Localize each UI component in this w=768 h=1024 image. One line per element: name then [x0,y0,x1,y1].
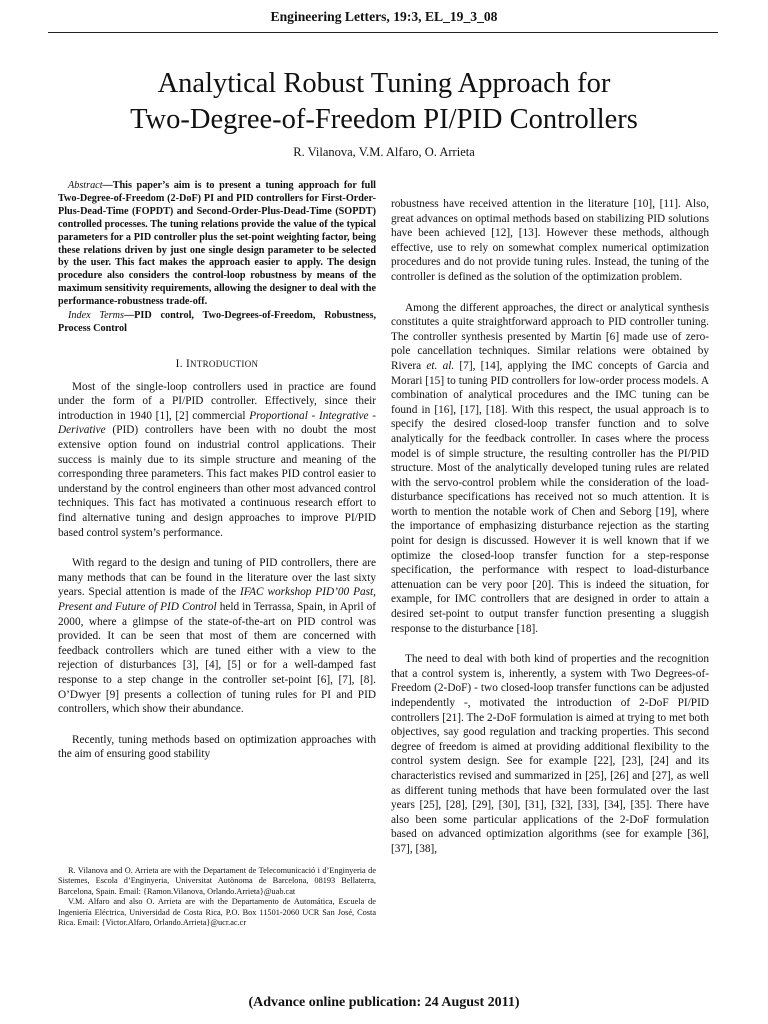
right-paragraph-2 [391,301,709,637]
right-p2-text: Among the different approaches, the direct or analytical synthesis constitutes a quite straightforward approach to PID controller tuning. The controller synthesis presented by Martin [6] made use of zero-pole cancellation techniques. Similar relations were obtained by Rivera [391,301,709,372]
intro-p2-italic: IFAC workshop PID’00 Past, Present and Future of PID Control [58,586,376,613]
right-p2-rest: [7], [14], applying the IMC concepts of Garcia and Morari [15] to tuning PID controllers for low-order process models. A combination of analytical procedures and the IMC tuning can be found in [16], [17], [18]. With this respect, the usual approach is to specify the desired closed-loop transfer function and to solve analytically for the feedback controller. In cases where the process model is of simple structure, the resulting controller has the PI/PID structure. Most of the analytically developed tuning rules are related with the servo-control problem while the consideration of the load-disturbance specifications has received not so much attention. It is worth to mention the notable work of Chen and Seborg [19], where the importance of emphasizing disturbance rejection as the starting point for design is discussed. However it is well known that if we optimize the closed-loop transfer function for a step-response specification, the performance with respect to load-disturbance attenuation can be very poor [20]. This is indeed the situation, for example, for IMC controllers that are designed in order to attain a desired set-point to output transfer function presenting a sluggish response to the disturbance [18]. [391,359,709,635]
right-column [391,197,709,857]
intro-p1-italic: Proportional - Integrative - Derivative [58,409,376,437]
intro-paragraph-1 [58,380,376,541]
section-numeral: I. I [175,358,191,371]
publication-note: (Advance online publication: 24 August 2011) [248,995,520,1010]
footnote-2: V.M. Alfaro and also O. Arrieta are with the Departamento de Automática, Escuela de Ingeniería Eléctrica, Universidad de Costa Rica, P.O. Box 11501-2060 UCR San José, Costa Rica. Email: {Victor.Alfaro, Orlando.Arrieta}@ucr.ac.cr [58,897,376,928]
intro-p1-rest: (PID) controllers have been with no doubt the most extensive option found on industrial control applications. Their success is mainly due to its simple structure and meaning of the corresponding three parameters. This fact makes PID control easier to understand by the control engineers than other most advanced control techniques. This fact has motivated a continuous research effort to find alternative tuning and design approaches to improve PI/PID based control system’s performance. [58,424,376,539]
intro-paragraph-3: Recently, tuning methods based on optimization approaches with the aim of ensuring good stability [58,733,376,761]
footnotes [58,866,376,928]
index-terms [58,309,376,335]
header-rule [48,32,718,33]
left-column [58,180,376,762]
right-p2-italic: et. al. [426,359,455,372]
abstract [58,180,376,309]
intro-p1-text: Most of the single-loop controllers used in practice are found under the form of a PI/PID controller. Effectively, since their introduction in 1940 [1], [2] commercial [58,380,376,422]
journal-header: Engineering Letters, 19:3, EL_19_3_08 [270,9,498,24]
right-paragraph-3: The need to deal with both kind of properties and the recognition that a control system is, inherently, a system with Two Degrees-of-Freedom (2-DoF) - two closed-loop transfer functions can be adjusted independently -, motivated the introduction of 2-DoF PI/PID controllers [21]. The 2-DoF formulation is aimed at trying to met both objectives, say good regulation and tracking properties. This second degree of freedom is aimed at providing additional flexibility to the control system design. See for example [22], [23], [24] and its characteristics revised and summarized in [25], [26] and [27], as well as different tuning methods that have been formulated over the last years [25], [28], [29], [30], [31], [32], [33], [34], [35]. There have also been some particular applications of the 2-DoF formulation based on advanced optimization algorithms (see for example [36], [37], [38], [391,653,709,855]
title-line-2: Two-Degree-of-Freedom PI/PID Controllers [130,104,638,135]
intro-p2-text: With regard to the design and tuning of PID controllers, there are many methods that can be found in the literature over the last sixty years. Special attention is made of the [58,557,376,599]
author-list: R. Vilanova, V.M. Alfaro, O. Arrieta [293,145,475,159]
index-terms-text: —PID control, Two-Degrees-of-Freedom, Robustness, Process Control [58,310,376,335]
abstract-text: —This paper’s aim is to present a tuning approach for full Two-Degree-of-Freedom (2-DoF) PI and PID controllers for First-Order-Plus-Dead-Time (FOPDT) and Second-Order-Plus-Dead-Time (SOPDT) controlled processes. The tuning relations provide the value of the typical parameters for a PID controller plus the set-point weighting factor, being these relations driven by just one single design parameter to be selected by the user. This fact makes the approach easier to apply. The design procedure also considers the control-loop robustness by means of the maximum sensitivity requirements, allowing the designer to deal with the performance-robustness trade-off. [58,180,376,308]
paper-title [40,66,728,138]
index-terms-label: Index Terms [68,310,124,322]
intro-p2-rest: held in Terrassa, Spain, in April of 2000, where a glimpse of the state-of-the-art on PID control was provided. It can be seen that most of them are concerned with feedback controllers which are tuned either with a view to the rejection of disturbances [3], [4], [5] or for a well-damped fast response to a step change in the controller set-point [6], [7], [8]. O’Dwyer [9] presents a collection of tuning rules for PI and PID controllers, which show their abundance. [58,600,376,716]
intro-paragraph-2 [58,556,376,717]
abstract-label: Abstract [68,180,103,191]
right-paragraph-1: robustness have received attention in the literature [10], [11]. Also, great advances on optimal methods based on stabilizing PID solutions have been achieved [12], [13]. However these methods, although effective, use to rely on somewhat complex numerical optimization procedures and do not provide tuning rules. Instead, the tuning of the controller is defined as the solution of the optimization problem. [391,198,709,283]
title-line-1: Analytical Robust Tuning Approach for [157,68,611,99]
section-title-rest: NTRODUCTION [190,359,259,370]
section-heading-introduction [58,357,376,372]
footnote-1: R. Vilanova and O. Arrieta are with the Departament de Telecomunicació i d’Enginyeria de Sistemes, Escola d’Enginyeria, Universitat Autònoma de Barcelona, 08193 Bellaterra, Barcelona, Spain. Email: {Ramon.Vilanova, Orlando.Arrieta}@uab.cat [58,866,376,896]
